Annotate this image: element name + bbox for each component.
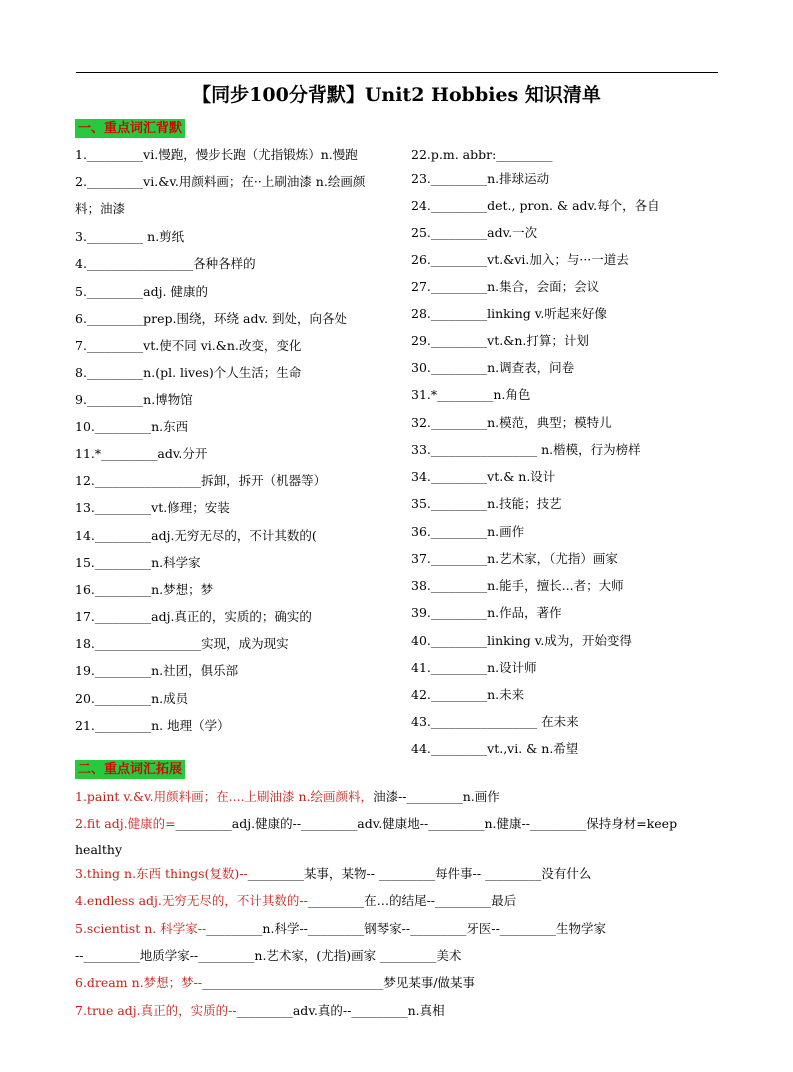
- expansion-item: healthy: [75, 842, 123, 857]
- section-heading-vocabulary: 一、重点词汇背默: [75, 119, 185, 138]
- vocab-item: 26._________vt.&vi.加入；与···一道去: [411, 252, 629, 267]
- vocab-item: 22.p.m. abbr:_________: [411, 147, 553, 162]
- vocab-item: 15._________n.科学家: [75, 555, 201, 570]
- vocab-item: 40._________linking v.成为，开始变得: [411, 633, 632, 648]
- expansion-item: 2.fit adj.健康的=_________adj.健康的--_________adv.健康地--_________n.健康--_________保持身材=keep: [75, 816, 678, 831]
- vocab-item: 6._________prep.围绕，环绕 adv. 到处，向各处: [75, 311, 347, 326]
- vocab-item: 11.*_________adv.分开: [75, 446, 208, 461]
- vocab-item: 24._________det., pron. & adv.每个，各自: [411, 198, 660, 213]
- vocab-item: 4._________________各种各样的: [75, 256, 256, 271]
- top-rule: [76, 72, 718, 73]
- vocab-item: 28._________linking v.听起来好像: [411, 306, 607, 321]
- vocab-item: 30._________n.调查表，问卷: [411, 360, 575, 375]
- vocab-item: 13._________vt.修理；安装: [75, 500, 230, 515]
- vocab-item: 5._________adj. 健康的: [75, 284, 208, 299]
- expansion-item: --_________地质学家--_________n.艺术家，(尤指)画家 _________美术: [75, 948, 462, 963]
- vocab-item: 42._________n.未来: [411, 687, 525, 702]
- vocab-item: 31.*_________n.角色: [411, 387, 531, 402]
- vocab-item: 41._________n.设计师: [411, 660, 537, 675]
- vocab-item: 1._________vi.慢跑，慢步长跑（尤指锻炼）n.慢跑: [75, 147, 358, 162]
- expansion-item: 6.dream n.梦想；梦--_____________________________梦见某事/做某事: [75, 975, 476, 990]
- page-title: 【同步100分背默】Unit2 Hobbies 知识清单: [192, 84, 601, 106]
- vocab-item: 20._________n.成员: [75, 691, 189, 706]
- vocab-item: 38._________n.能手，擅长...者；大师: [411, 578, 624, 593]
- vocab-item: 33._________________ n.楷模，行为榜样: [411, 442, 641, 457]
- vocab-item: 8._________n.(pl. lives)个人生活；生命: [75, 365, 302, 380]
- vocab-item: 9._________n.博物馆: [75, 392, 193, 407]
- expansion-item: 5.scientist n. 科学家--_________n.科学--_________钢琴家--_________牙医--_________生物学家: [75, 921, 607, 936]
- expansion-item: 7.true adj.真正的，实质的--_________adv.真的--_________n.真相: [75, 1003, 445, 1018]
- expansion-item: 4.endless adj.无穷无尽的，不计其数的--_________在…的结尾--_________最后: [75, 893, 517, 908]
- vocab-item: 43._________________ 在未来: [411, 714, 579, 729]
- vocab-item: 39._________n.作品，著作: [411, 605, 562, 620]
- expansion-item: 1.paint v.&v.用颜料画；在....上刷油漆 n.绘画颜料，油漆--_________n.画作: [75, 789, 500, 804]
- vocab-item: 37._________n.艺术家，（尤指）画家: [411, 551, 618, 566]
- vocab-item: 25._________adv.一次: [411, 225, 538, 240]
- vocab-item: 44._________vt.,vi. & n.希望: [411, 741, 579, 756]
- vocab-item: 10._________n.东西: [75, 419, 189, 434]
- vocab-item: 18._________________实现，成为现实: [75, 636, 289, 651]
- vocab-item: 12._________________拆卸，拆开（机器等）: [75, 473, 327, 488]
- vocab-item: 36._________n.画作: [411, 524, 525, 539]
- vocab-item: 19._________n.社团，俱乐部: [75, 663, 239, 678]
- vocab-item: 27._________n.集合，会面；会议: [411, 279, 600, 294]
- vocab-item: 34._________vt.& n.设计: [411, 469, 556, 484]
- vocab-item: 17._________adj.真正的，实质的；确实的: [75, 609, 312, 624]
- vocab-item: 35._________n.技能；技艺: [411, 496, 562, 511]
- vocab-item: 14._________adj.无穷无尽的，不计其数的(: [75, 528, 317, 543]
- expansion-item: 3.thing n.东西 things(复数)--_________某事，某物-- _________每件事-- _________没有什么: [75, 866, 592, 881]
- vocab-item: 3._________ n.剪纸: [75, 229, 185, 244]
- vocab-item: 7._________vt.使不同 vi.&n.改变，变化: [75, 338, 302, 353]
- vocab-item: 16._________n.梦想；梦: [75, 582, 214, 597]
- vocab-item: 21._________n. 地理（学）: [75, 718, 230, 733]
- vocab-item: 2._________vi.&v.用颜料画；在··上刷油漆 n.绘画颜料；油漆: [75, 174, 366, 216]
- vocab-item: 32._________n.模范，典型；模特儿: [411, 415, 612, 430]
- vocab-item: 29._________vt.&n.打算；计划: [411, 333, 589, 348]
- section-heading-expansion: 二、重点词汇拓展: [75, 760, 185, 779]
- vocab-item: 23._________n.排球运动: [411, 171, 550, 186]
